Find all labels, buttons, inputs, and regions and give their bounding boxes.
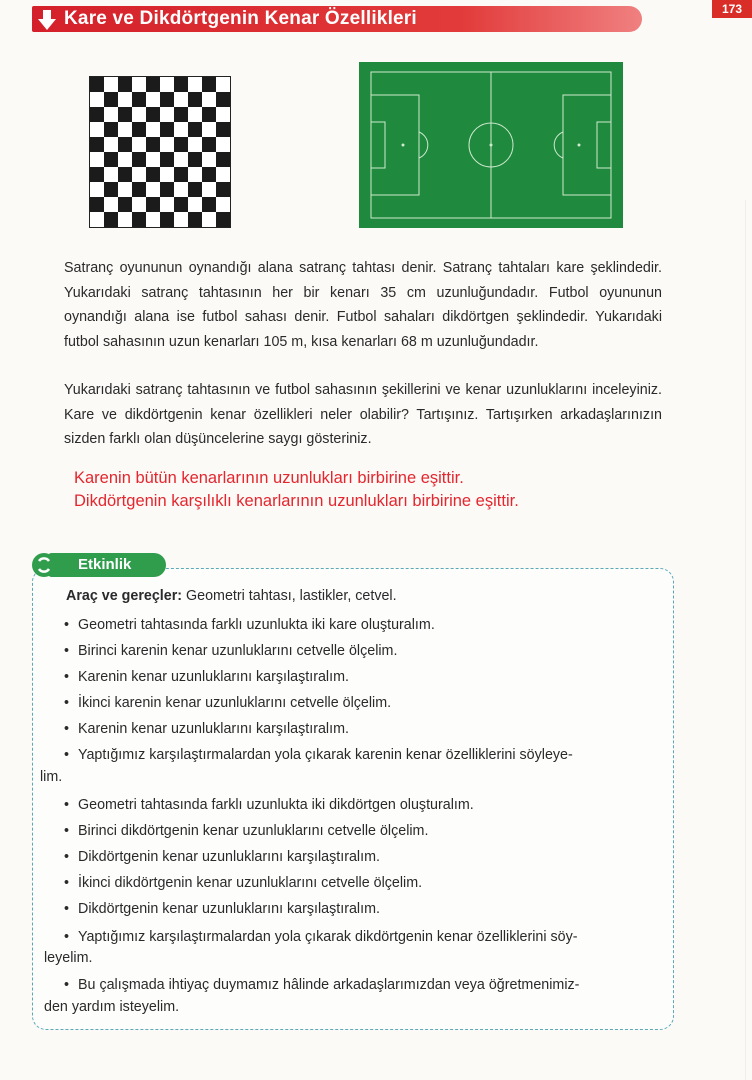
list-item: • Geometri tahtasında farklı uzunlukta iki kare oluşturalım. [64,617,435,633]
chess-square [104,152,118,167]
chess-square [216,107,230,122]
chess-square [216,77,230,92]
list-item: • Geometri tahtasında farklı uzunlukta iki dikdörtgen oluşturalım. [64,797,474,813]
chess-square [202,152,216,167]
chess-square [104,122,118,137]
chess-square [132,92,146,107]
chess-square [202,77,216,92]
chess-square [216,167,230,182]
section-heading-bar [32,6,642,32]
chess-square [146,182,160,197]
chess-square [160,167,174,182]
chess-square [104,107,118,122]
chess-square [118,152,132,167]
chess-square [118,137,132,152]
chess-square [160,92,174,107]
chess-square [132,167,146,182]
list-item-continuation: lim. [40,769,63,785]
chess-square [90,197,104,212]
chess-square [202,167,216,182]
list-item: • Birinci karenin kenar uzunluklarını cetvelle ölçelim. [64,643,398,659]
chess-square [188,107,202,122]
chess-square [132,197,146,212]
chess-square [216,137,230,152]
chess-square [104,197,118,212]
question-paragraph: Yukarıdaki satranç tahtasının ve futbol sahasının şekillerini ve kenar uzunluklarını inceleyiniz. Kare ve dikdörtgenin kenar özellikleri neler olabilir? Tartışınız. Tartışırken arkadaşlarınızın sizden farklı olan düşüncelerine saygı gösteriniz. [64,382,662,447]
chess-square [90,107,104,122]
chess-square [188,122,202,137]
chess-square [146,197,160,212]
chess-square [132,77,146,92]
list-item-continuation: leyelim. [44,950,93,966]
chess-square [146,167,160,182]
chess-square [132,152,146,167]
chess-square [118,77,132,92]
chess-square [90,122,104,137]
chess-square [202,122,216,137]
list-item: • Birinci dikdörtgenin kenar uzunluklarını cetvelle ölçelim. [64,823,429,839]
activity-header [48,553,166,577]
chess-square [216,182,230,197]
list-item: • Karenin kenar uzunluklarını karşılaştıralım. [64,669,349,685]
chess-square [104,167,118,182]
chess-square [104,182,118,197]
chess-square [174,92,188,107]
list-item-continuation: den yardım isteyelim. [44,999,180,1015]
chess-square [216,197,230,212]
chess-square [104,137,118,152]
list-item: • Karenin kenar uzunluklarını karşılaştıralım. [64,721,349,737]
answer-square: Karenin bütün kenarlarının uzunlukları birbirine eşittir. [74,469,464,487]
materials-text: Geometri tahtası, lastikler, cetvel. [182,588,397,604]
chess-square [188,197,202,212]
chess-square [216,152,230,167]
chess-square [160,137,174,152]
chess-square [202,107,216,122]
chess-square [146,107,160,122]
chess-square [202,182,216,197]
chess-square [160,152,174,167]
chess-square [104,77,118,92]
materials-line [66,588,397,604]
activity-label: Etkinlik [78,556,132,573]
chess-square [118,212,132,227]
chess-square [118,92,132,107]
list-item: • Dikdörtgenin kenar uzunluklarını karşılaştıralım. [64,849,380,865]
chess-square [90,212,104,227]
chess-square [188,137,202,152]
chess-square [188,152,202,167]
list-item: • İkinci dikdörtgenin kenar uzunluklarını cetvelle ölçelim. [64,875,423,891]
page-number: 173 [712,0,752,18]
chess-square [174,137,188,152]
list-item: • Yaptığımız karşılaştırmalardan yola çıkarak dikdörtgenin kenar özelliklerini söy- [64,929,578,945]
chess-square [90,152,104,167]
chess-square [202,92,216,107]
chess-square [188,167,202,182]
chess-square [90,167,104,182]
list-item: • Bu çalışmada ihtiyaç duymamız hâlinde arkadaşlarımızdan veya öğretmenimiz- [64,977,580,993]
chess-square [174,122,188,137]
football-field-image [359,62,623,228]
chess-square [118,107,132,122]
chess-square [146,122,160,137]
chess-square [118,197,132,212]
chess-square [160,197,174,212]
chess-square [118,122,132,137]
materials-label: Araç ve gereçler: [66,588,183,604]
chessboard-image [89,76,231,228]
chess-square [188,92,202,107]
chess-square [146,137,160,152]
chess-square [216,92,230,107]
chess-square [160,77,174,92]
chess-square [174,107,188,122]
list-item: • Yaptığımız karşılaştırmalardan yola çıkarak karenin kenar özelliklerini söyleye- [64,747,573,763]
chess-square [160,182,174,197]
chess-square [146,152,160,167]
chess-square [146,77,160,92]
chess-square [132,107,146,122]
chess-square [146,92,160,107]
chess-square [118,182,132,197]
answer-rectangle: Dikdörtgenin karşılıklı kenarlarının uzunlukları birbirine eşittir. [74,492,519,510]
chess-square [174,197,188,212]
chess-square [118,167,132,182]
chess-square [174,212,188,227]
list-item: • Dikdörtgenin kenar uzunluklarını karşılaştıralım. [64,901,380,917]
chess-square [132,212,146,227]
chess-square [216,122,230,137]
recycle-icon [30,550,58,580]
chess-square [202,137,216,152]
chess-square [174,167,188,182]
chess-square [132,137,146,152]
chess-square [90,182,104,197]
chess-square [104,212,118,227]
list-item: • İkinci karenin kenar uzunluklarını cetvelle ölçelim. [64,695,392,711]
chess-square [174,77,188,92]
chess-square [160,107,174,122]
section-heading: Kare ve Dikdörtgenin Kenar Özellikleri [64,8,417,29]
chess-square [132,122,146,137]
page-edge [745,200,752,1080]
chess-square [90,137,104,152]
chess-square [188,182,202,197]
chess-square [188,77,202,92]
chess-square [174,182,188,197]
chess-square [146,212,160,227]
chess-square [174,152,188,167]
chess-square [216,212,230,227]
chess-square [132,182,146,197]
chess-square [188,212,202,227]
chess-square [202,197,216,212]
chess-square [202,212,216,227]
chess-square [104,92,118,107]
chess-square [90,77,104,92]
down-arrow-icon [38,10,56,30]
chess-square [160,212,174,227]
intro-paragraph: Satranç oyununun oynandığı alana satranç tahtası denir. Satranç tahtaları kare şeklindedir. Yukarıdaki satranç tahtasının her bir kenarı 35 cm uzunluğundadır. Futbol oyununun oynandığı alana ise futbol sahası denir. Futbol sahaları dikdörtgen şeklindedir. Yukarıdaki futbol sahasının uzun kenarları 105 m, kısa kenarları 68 m uzunluğundadır. [64,260,662,350]
chess-square [160,122,174,137]
chess-square [90,92,104,107]
